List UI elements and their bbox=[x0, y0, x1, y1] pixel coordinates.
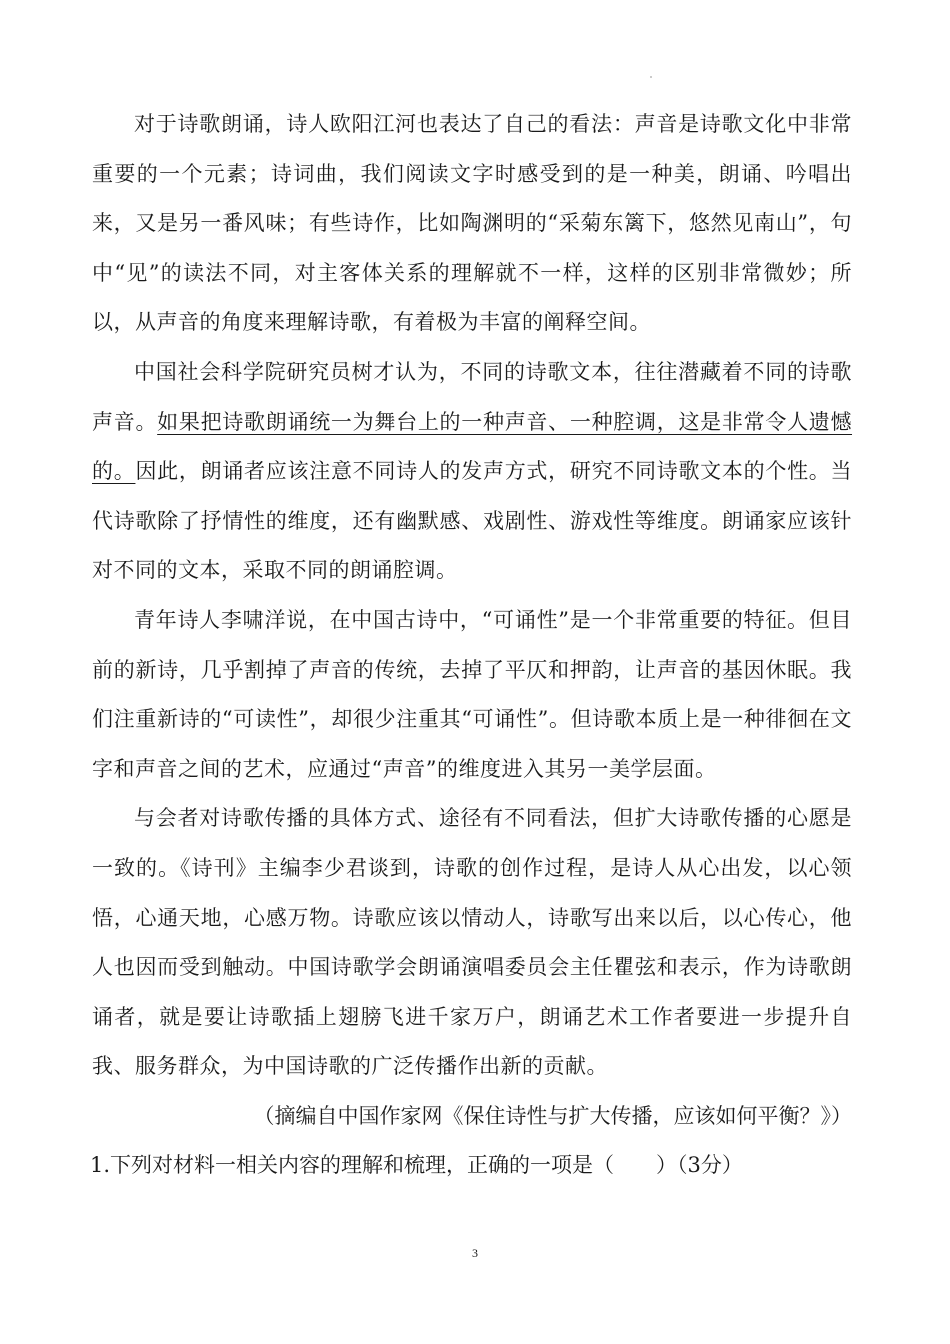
question-1: 1.下列对材料一相关内容的理解和梳理，正确的一项是（ ）（3分） bbox=[90, 1153, 743, 1178]
paragraph-participants: 与会者对诗歌传播的具体方式、途径有不同看法，但扩大诗歌传播的心愿是一致的。《诗刊》主编李少君谈到，诗歌的创作过程，是诗人从心出发，以心领悟，心通天地，心感万物。诗歌应该以情动人，诗歌写出来以后，以心传心，他人也因而受到触动。中国诗歌学会朗诵演唱委员会主任瞿弦和表示，作为诗歌朗诵者，就是要让诗歌插上翅膀飞进千家万户，朗诵艺术工作者要进一步提升自我、服务群众，为中国诗歌的广泛传播作出新的贡献。 bbox=[92, 806, 852, 1079]
document-body bbox=[92, 100, 852, 1191]
paragraph-shu-cai bbox=[92, 348, 852, 596]
paragraph-ouyang-jianghe: 对于诗歌朗诵，诗人欧阳江河也表达了自己的看法：声音是诗歌文化中非常重要的一个元素；诗词曲，我们阅读文字时感受到的是一种美，朗诵、吟唱出来，又是另一番风味；有些诗作，比如陶渊明的“采菊东篱下，悠然见南山”，句中“见”的读法不同，对主客体关系的理解就不一样，这样的区别非常微妙；所以，从声音的角度来理解诗歌，有着极为丰富的阐释空间。 bbox=[92, 112, 852, 335]
page-number: 3 bbox=[472, 1246, 478, 1260]
source-citation: （摘编自中国作家网《保住诗性与扩大传播，应该如何平衡？》） bbox=[253, 1103, 852, 1128]
scan-speck bbox=[650, 76, 652, 78]
paragraph-li-xiaoyang: 青年诗人李啸洋说，在中国古诗中，“可诵性”是一个非常重要的特征。但目前的新诗，几乎割掉了声音的传统，去掉了平仄和押韵，让声音的基因休眠。我们注重新诗的“可读性”，却很少注重其“可诵性”。但诗歌本质上是一种徘徊在文字和声音之间的艺术，应通过“声音”的维度进入其另一美学层面。 bbox=[92, 607, 852, 781]
underlined-sentence: 如果把诗歌朗诵统一为舞台上的一种声音、一种腔调，这是非常令人遗憾的。 bbox=[92, 409, 853, 484]
paragraph-shu-cai-rest: 因此，朗诵者应该注意不同诗人的发声方式，研究不同诗歌文本的个性。当代诗歌除了抒情性的维度，还有幽默感、戏剧性、游戏性等维度。朗诵家应该针对不同的文本，采取不同的朗诵腔调。 bbox=[92, 459, 853, 583]
paragraph-shu-cai-intro: 中国社会科学院研究员树才认为，不同的诗歌文本，往往潜藏着不同的诗歌声音。 bbox=[92, 359, 852, 434]
